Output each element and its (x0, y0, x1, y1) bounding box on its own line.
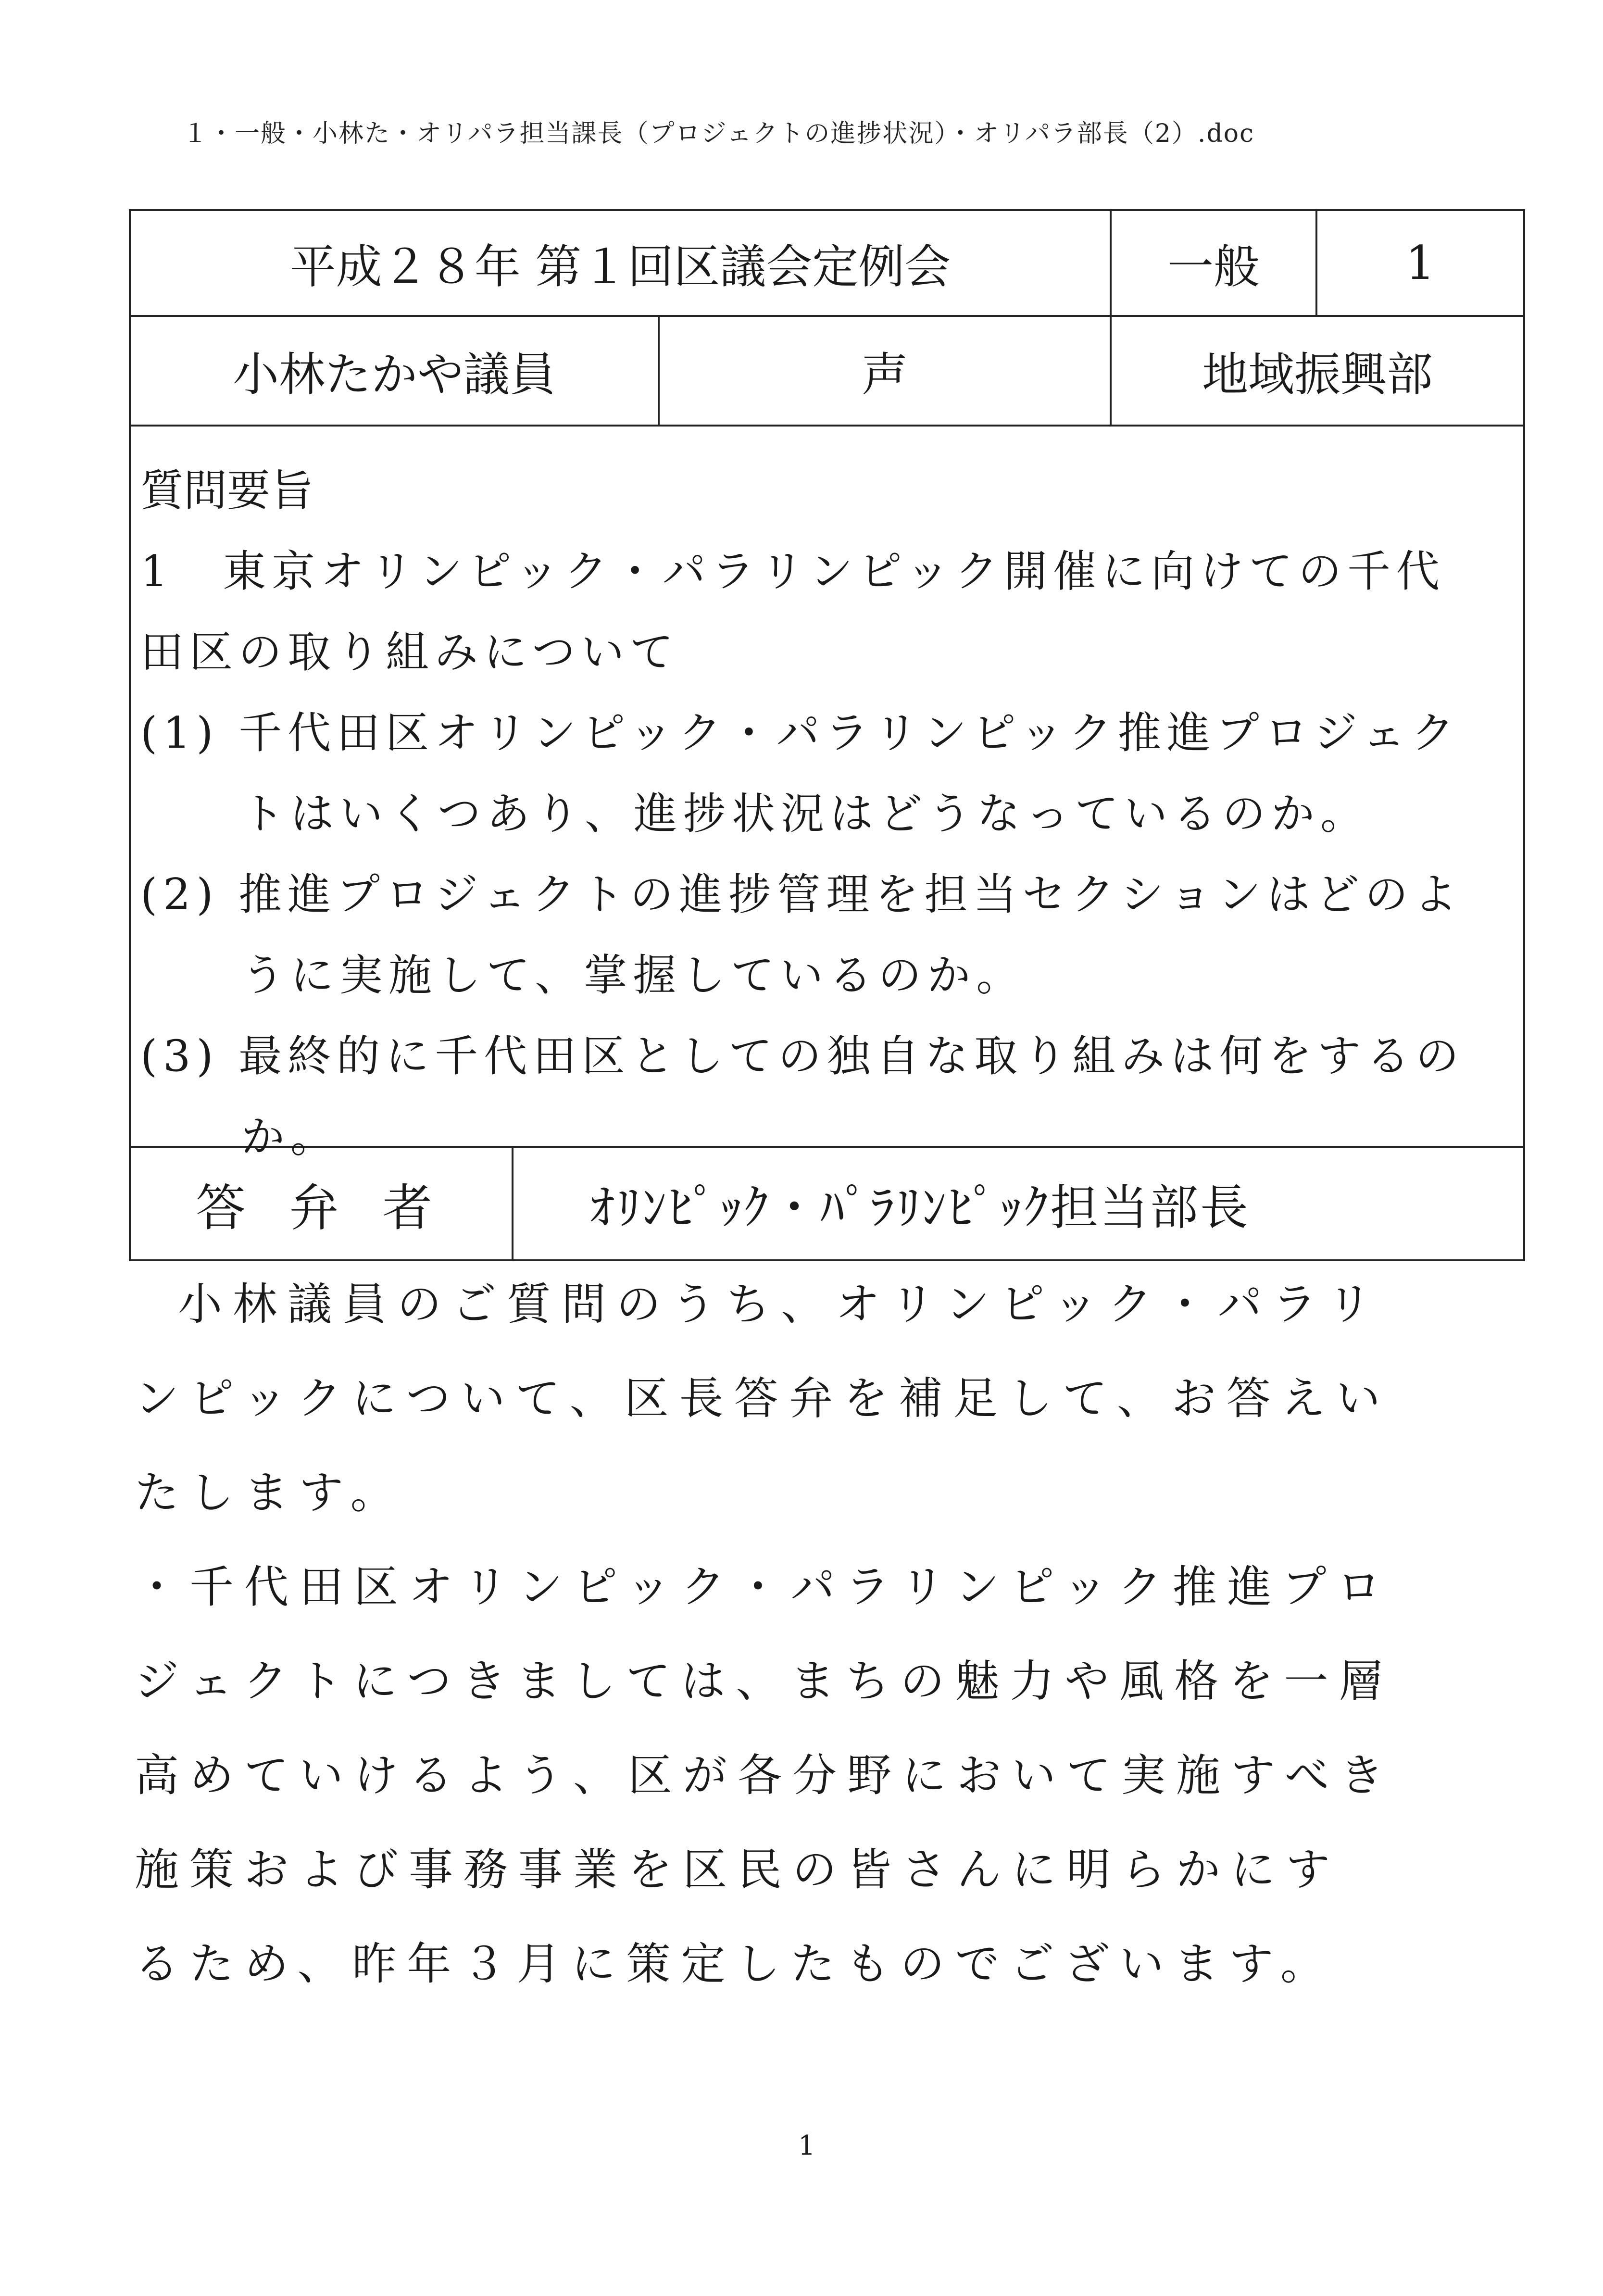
session-cell: 平成２８年 第１回区議会定例会 (289, 239, 951, 294)
answer-line: ・千代田区オリンピック・パラリンピック推進プロ (135, 1561, 1392, 1613)
answerer-cell: ｵﾘﾝﾋﾟｯｸ・ﾊﾟﾗﾘﾝﾋﾟｯｸ担当部長 (512, 1148, 1523, 1259)
answer-line: 小林議員のご質問のうち、オリンピック・パラリ (178, 1279, 1382, 1330)
question-line: (2) 推進プロジェクトの進捗管理を担当セクションはどのよ (140, 869, 1463, 920)
question-line: 1 東京オリンピック・パラリンピック開催に向けての千代 (140, 546, 1446, 597)
answerer-label: 答弁者 (195, 1179, 476, 1237)
sheet-row-session (131, 211, 1523, 317)
answer-body (135, 1257, 1529, 2011)
sheet-row-member (131, 317, 1523, 427)
answer-line: るため、昨年３月に策定したものでございます。 (135, 1938, 1335, 1990)
answer-line: ジェクトにつきましては、まちの魅力や風格を一層 (135, 1656, 1394, 1707)
member-cell: 小林たかや議員 (233, 347, 556, 401)
question-line: (1) 千代田区オリンピック・パラリンピック推進プロジェク (140, 708, 1461, 758)
department-cell: 地域振興部 (1110, 317, 1523, 425)
question-line: か。 (241, 1112, 339, 1162)
answer-line: 高めていけるよう、区が各分野において実施すべき (135, 1750, 1395, 1801)
question-type-cell: 一般 (1110, 211, 1315, 315)
voice-cell: 声 (658, 317, 1110, 425)
answer-line: ンピックについて、区長答弁を補足して、お答えい (135, 1373, 1391, 1424)
question-line: (3) 最終的に千代田区としての独自な取り組みは何をするの (140, 1031, 1465, 1081)
question-line: 田区の取り組みについて (140, 627, 679, 678)
question-line: トはいくつあり、進捗状況はどうなっているのか。 (241, 789, 1369, 839)
question-number-cell: 1 (1315, 211, 1523, 315)
document-filename: １・一般・小林た・オリパラ担当課長（プロジェクトの進捗状況）・オリパラ部長（2）.doc (183, 119, 1255, 148)
question-line: うに実施して、掌握しているのか。 (241, 950, 1026, 1001)
question-summary-heading: 質問要旨 (140, 465, 313, 516)
sheet-row-answerer (131, 1148, 1523, 1259)
answer-line: 施策および事務事業を区民の皆さんに明らかにす (135, 1844, 1341, 1895)
question-summary (131, 427, 1523, 1162)
question-answer-sheet (129, 209, 1525, 1261)
page-number: 1 (798, 2130, 815, 2161)
answer-line: たします。 (135, 1467, 405, 1518)
